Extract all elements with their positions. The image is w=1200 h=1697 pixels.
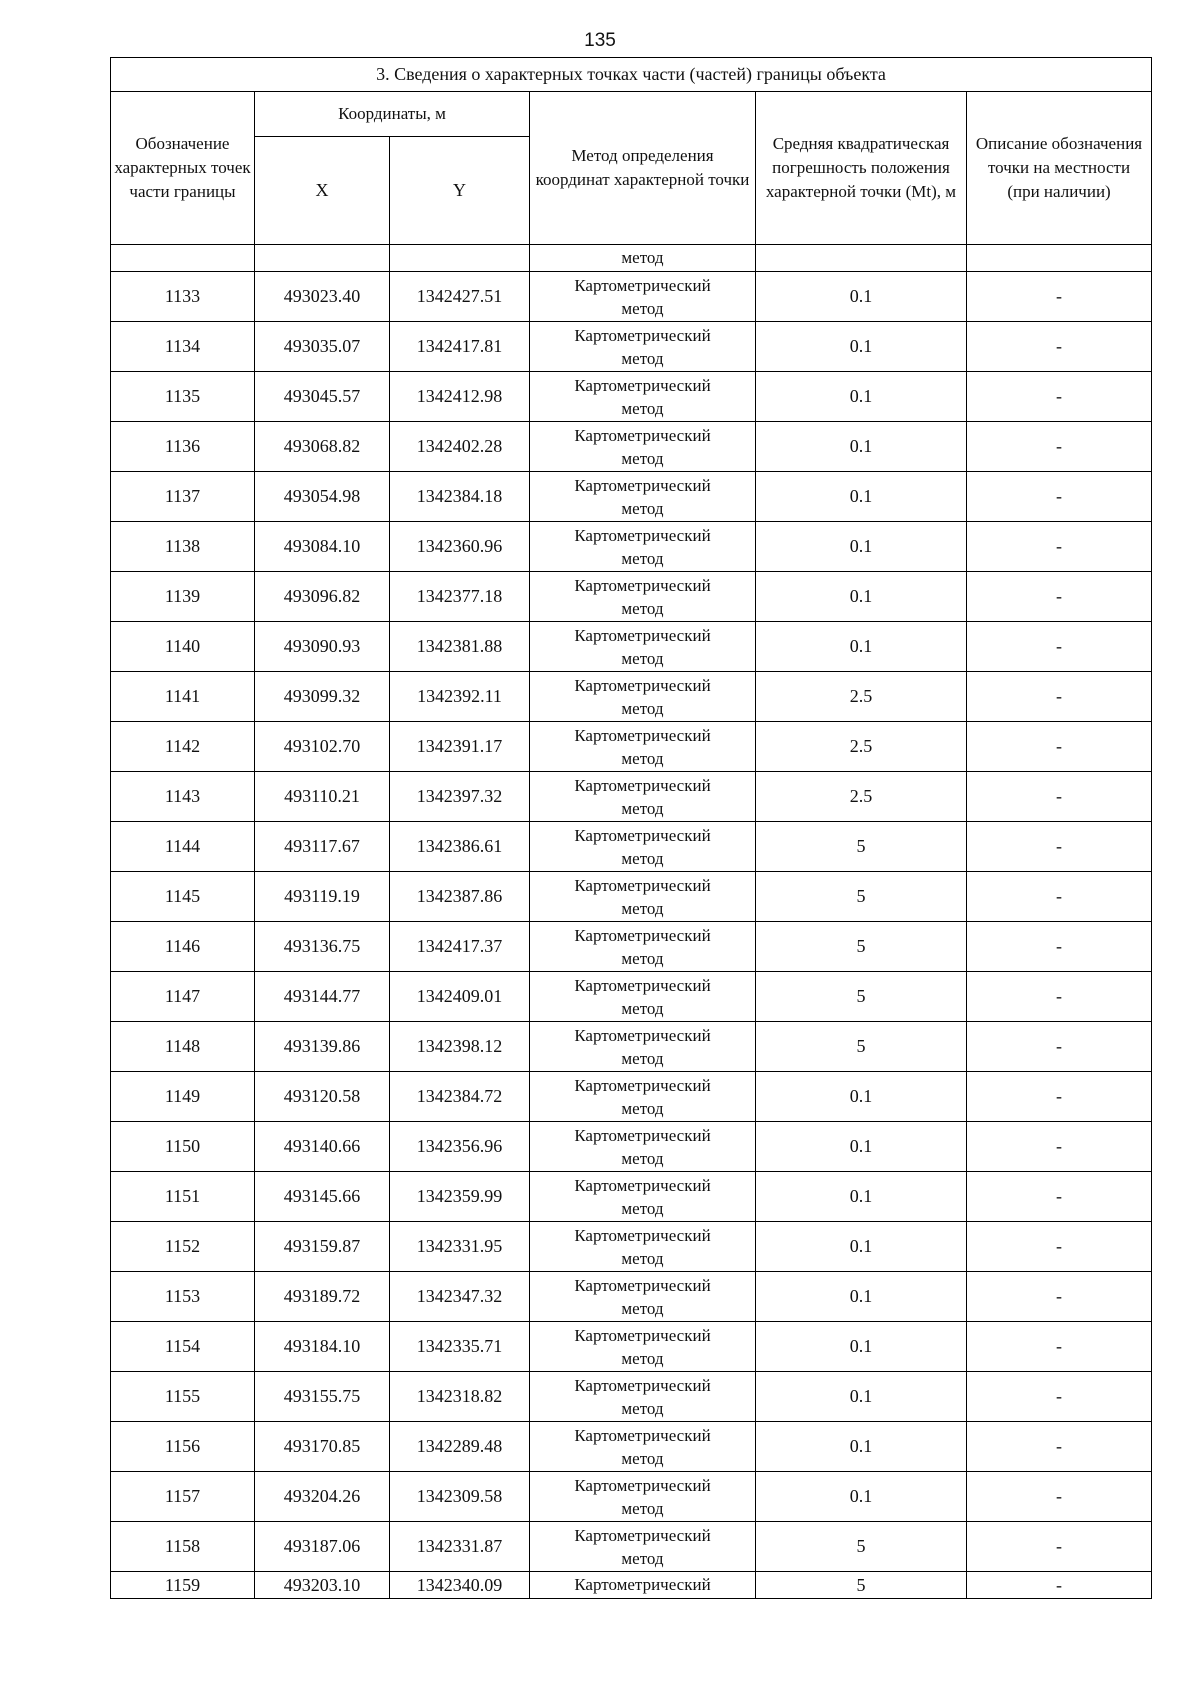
table-row — [111, 322, 1152, 372]
method-line-2: метод — [621, 1448, 664, 1468]
page-number: 135 — [584, 30, 616, 51]
method-line-2: метод — [621, 1298, 664, 1318]
error-cell: 0.1 — [756, 1122, 967, 1172]
method-line-2: метод — [621, 548, 664, 568]
method-cell — [530, 422, 756, 472]
header-x: X — [255, 137, 390, 245]
method-line-2: метод — [621, 398, 664, 418]
method-line-2: метод — [621, 598, 664, 618]
point-id-cell: 1136 — [111, 422, 255, 472]
description-cell: - — [967, 1222, 1152, 1272]
point-id-cell: 1146 — [111, 922, 255, 972]
point-id-cell: 1159 — [111, 1572, 255, 1599]
table-row — [111, 572, 1152, 622]
method-cell — [530, 472, 756, 522]
y-coordinate-cell: 1342377.18 — [390, 572, 530, 622]
point-id-cell: 1155 — [111, 1372, 255, 1422]
y-coordinate-cell: 1342417.81 — [390, 322, 530, 372]
y-coordinate-cell: 1342392.11 — [390, 672, 530, 722]
y-coordinate-cell: 1342340.09 — [390, 1572, 530, 1599]
method-line-2: метод — [621, 948, 664, 968]
description-cell: - — [967, 272, 1152, 322]
error-cell: 5 — [756, 1522, 967, 1572]
method-line-1: Картометрический — [574, 775, 711, 795]
error-cell: 0.1 — [756, 422, 967, 472]
method-cell — [530, 1222, 756, 1272]
method-cell — [530, 1022, 756, 1072]
method-line-1: Картометрический — [574, 325, 711, 345]
y-coordinate-cell: 1342360.96 — [390, 522, 530, 572]
description-cell: - — [967, 972, 1152, 1022]
table-row — [111, 1472, 1152, 1522]
continuation-cell — [255, 245, 390, 272]
table-row — [111, 1522, 1152, 1572]
point-id-cell: 1156 — [111, 1422, 255, 1472]
method-line-1: Картометрический — [574, 1025, 711, 1045]
method-line-1: Картометрический — [574, 475, 711, 495]
table-row — [111, 472, 1152, 522]
method-cell — [530, 622, 756, 672]
method-cell — [530, 1522, 756, 1572]
method-line-2: метод — [621, 498, 664, 518]
table-row — [111, 422, 1152, 472]
description-cell: - — [967, 572, 1152, 622]
table-row — [111, 972, 1152, 1022]
method-cell — [530, 972, 756, 1022]
y-coordinate-cell: 1342398.12 — [390, 1022, 530, 1072]
header-description: Описание обозначения точки на местности (при наличии) — [967, 92, 1152, 245]
method-line-1: Картометрический — [574, 1075, 711, 1095]
point-id-cell: 1151 — [111, 1172, 255, 1222]
method-cell — [530, 572, 756, 622]
error-cell: 5 — [756, 972, 967, 1022]
error-cell: 0.1 — [756, 1472, 967, 1522]
method-cell — [530, 872, 756, 922]
error-cell: 2.5 — [756, 772, 967, 822]
x-coordinate-cell: 493170.85 — [255, 1422, 390, 1472]
x-coordinate-cell: 493023.40 — [255, 272, 390, 322]
method-line-2: метод — [621, 348, 664, 368]
error-cell: 0.1 — [756, 1272, 967, 1322]
point-id-cell: 1150 — [111, 1122, 255, 1172]
point-id-cell: 1138 — [111, 522, 255, 572]
point-id-cell: 1153 — [111, 1272, 255, 1322]
error-cell: 5 — [756, 922, 967, 972]
point-id-cell: 1143 — [111, 772, 255, 822]
y-coordinate-cell: 1342309.58 — [390, 1472, 530, 1522]
description-cell: - — [967, 1372, 1152, 1422]
method-cell — [530, 1072, 756, 1122]
method-line-2: метод — [621, 1148, 664, 1168]
table-row — [111, 1072, 1152, 1122]
method-line-2: метод — [621, 748, 664, 768]
point-id-cell: 1141 — [111, 672, 255, 722]
x-coordinate-cell: 493099.32 — [255, 672, 390, 722]
continuation-row — [111, 245, 1152, 272]
method-cell — [530, 1122, 756, 1172]
method-line-2: метод — [621, 1248, 664, 1268]
method-line-2: метод — [621, 1198, 664, 1218]
method-line-1: Картометрический — [574, 1125, 711, 1145]
error-cell: 0.1 — [756, 1072, 967, 1122]
method-cell — [530, 372, 756, 422]
description-cell: - — [967, 1422, 1152, 1472]
table-row — [111, 1572, 1152, 1599]
continuation-cell — [390, 245, 530, 272]
method-line-2: метод — [621, 1098, 664, 1118]
description-cell: - — [967, 872, 1152, 922]
method-line-2: метод — [621, 798, 664, 818]
point-id-cell: 1154 — [111, 1322, 255, 1372]
point-id-cell: 1135 — [111, 372, 255, 422]
method-line-1: Картометрический — [574, 825, 711, 845]
method-cell — [530, 1472, 756, 1522]
method-line-2: метод — [621, 1398, 664, 1418]
table-row — [111, 1222, 1152, 1272]
point-id-cell: 1157 — [111, 1472, 255, 1522]
error-cell: 5 — [756, 1572, 967, 1599]
method-line-1: Картометрический — [574, 875, 711, 895]
method-line-2: метод — [621, 1048, 664, 1068]
table-body — [111, 245, 1152, 1599]
method-cell — [530, 1372, 756, 1422]
description-cell: - — [967, 922, 1152, 972]
table-row — [111, 522, 1152, 572]
description-cell: - — [967, 522, 1152, 572]
error-cell: 0.1 — [756, 572, 967, 622]
method-line-1: Картометрический — [574, 1475, 711, 1495]
table-row — [111, 822, 1152, 872]
error-cell: 0.1 — [756, 1422, 967, 1472]
x-coordinate-cell: 493204.26 — [255, 1472, 390, 1522]
table-title: 3. Сведения о характерных точках части (частей) границы объекта — [111, 58, 1152, 92]
header-point: Обозначение характерных точек части границы — [111, 92, 255, 245]
boundary-points-table — [110, 57, 1152, 1599]
header-method: Метод определения координат характерной точки — [530, 92, 756, 245]
x-coordinate-cell: 493140.66 — [255, 1122, 390, 1172]
point-id-cell: 1133 — [111, 272, 255, 322]
y-coordinate-cell: 1342347.32 — [390, 1272, 530, 1322]
y-coordinate-cell: 1342402.28 — [390, 422, 530, 472]
point-id-cell: 1148 — [111, 1022, 255, 1072]
method-line-1: Картометрический — [574, 575, 711, 595]
description-cell: - — [967, 322, 1152, 372]
y-coordinate-cell: 1342391.17 — [390, 722, 530, 772]
continuation-cell — [111, 245, 255, 272]
description-cell: - — [967, 772, 1152, 822]
point-id-cell: 1139 — [111, 572, 255, 622]
description-cell: - — [967, 1272, 1152, 1322]
point-id-cell: 1137 — [111, 472, 255, 522]
y-coordinate-cell: 1342318.82 — [390, 1372, 530, 1422]
method-line-1: Картометрический — [574, 1325, 711, 1345]
description-cell: - — [967, 372, 1152, 422]
description-cell: - — [967, 1572, 1152, 1599]
x-coordinate-cell: 493155.75 — [255, 1372, 390, 1422]
y-coordinate-cell: 1342427.51 — [390, 272, 530, 322]
description-cell: - — [967, 1522, 1152, 1572]
error-cell: 0.1 — [756, 322, 967, 372]
x-coordinate-cell: 493120.58 — [255, 1072, 390, 1122]
table-row — [111, 1022, 1152, 1072]
error-cell: 0.1 — [756, 372, 967, 422]
description-cell: - — [967, 1022, 1152, 1072]
header-coords: Координаты, м — [255, 92, 530, 137]
header-error: Средняя квадратическая погрешность положения характерной точки (Mt), м — [756, 92, 967, 245]
method-line-1: Картометрический — [574, 1175, 711, 1195]
x-coordinate-cell: 493187.06 — [255, 1522, 390, 1572]
method-line-1: Картометрический — [574, 675, 711, 695]
method-line-1: Картометрический — [574, 275, 711, 295]
error-cell: 0.1 — [756, 1222, 967, 1272]
method-cell — [530, 1172, 756, 1222]
method-line-2: метод — [621, 698, 664, 718]
error-cell: 5 — [756, 822, 967, 872]
error-cell: 0.1 — [756, 1172, 967, 1222]
table-row — [111, 772, 1152, 822]
y-coordinate-cell: 1342331.95 — [390, 1222, 530, 1272]
y-coordinate-cell: 1342386.61 — [390, 822, 530, 872]
x-coordinate-cell: 493136.75 — [255, 922, 390, 972]
method-cell — [530, 522, 756, 572]
x-coordinate-cell: 493054.98 — [255, 472, 390, 522]
method-line-2: метод — [621, 648, 664, 668]
table-row — [111, 1322, 1152, 1372]
method-line-1: Картометрический — [574, 625, 711, 645]
description-cell: - — [967, 1122, 1152, 1172]
error-cell: 2.5 — [756, 672, 967, 722]
table-row — [111, 272, 1152, 322]
y-coordinate-cell: 1342409.01 — [390, 972, 530, 1022]
x-coordinate-cell: 493184.10 — [255, 1322, 390, 1372]
method-cell — [530, 922, 756, 972]
method-line-1: Картометрический — [574, 425, 711, 445]
method-cell — [530, 272, 756, 322]
x-coordinate-cell: 493159.87 — [255, 1222, 390, 1272]
error-cell: 0.1 — [756, 1372, 967, 1422]
method-line-1: Картометрический — [574, 1275, 711, 1295]
table-row — [111, 872, 1152, 922]
table-row — [111, 922, 1152, 972]
x-coordinate-cell: 493035.07 — [255, 322, 390, 372]
method-cell — [530, 722, 756, 772]
method-line-1: Картометрический — [574, 1575, 711, 1594]
x-coordinate-cell: 493117.67 — [255, 822, 390, 872]
y-coordinate-cell: 1342417.37 — [390, 922, 530, 972]
method-line-1: Картометрический — [574, 975, 711, 995]
point-id-cell: 1145 — [111, 872, 255, 922]
point-id-cell: 1140 — [111, 622, 255, 672]
description-cell: - — [967, 1322, 1152, 1372]
y-coordinate-cell: 1342412.98 — [390, 372, 530, 422]
method-line-1: Картометрический — [574, 525, 711, 545]
method-line-2: метод — [621, 448, 664, 468]
description-cell: - — [967, 622, 1152, 672]
method-line-2: метод — [621, 1348, 664, 1368]
table-row — [111, 1272, 1152, 1322]
x-coordinate-cell: 493145.66 — [255, 1172, 390, 1222]
method-line-2: метод — [621, 298, 664, 318]
y-coordinate-cell: 1342387.86 — [390, 872, 530, 922]
y-coordinate-cell: 1342356.96 — [390, 1122, 530, 1172]
description-cell: - — [967, 1172, 1152, 1222]
method-line-1: Картометрический — [574, 1425, 711, 1445]
x-coordinate-cell: 493110.21 — [255, 772, 390, 822]
table-row — [111, 372, 1152, 422]
method-line-1: Картометрический — [574, 1525, 711, 1545]
error-cell: 5 — [756, 872, 967, 922]
x-coordinate-cell: 493139.86 — [255, 1022, 390, 1072]
x-coordinate-cell: 493203.10 — [255, 1572, 390, 1599]
description-cell: - — [967, 672, 1152, 722]
error-cell: 0.1 — [756, 1322, 967, 1372]
table-row — [111, 1122, 1152, 1172]
y-coordinate-cell: 1342359.99 — [390, 1172, 530, 1222]
method-cell — [530, 1272, 756, 1322]
method-line-1: Картометрический — [574, 1375, 711, 1395]
continuation-method: метод — [530, 245, 756, 272]
x-coordinate-cell: 493119.19 — [255, 872, 390, 922]
method-line-2: метод — [621, 1498, 664, 1518]
table-row — [111, 672, 1152, 722]
x-coordinate-cell: 493096.82 — [255, 572, 390, 622]
point-id-cell: 1134 — [111, 322, 255, 372]
table-row — [111, 1172, 1152, 1222]
x-coordinate-cell: 493084.10 — [255, 522, 390, 572]
point-id-cell: 1142 — [111, 722, 255, 772]
method-cell — [530, 1572, 756, 1599]
error-cell: 0.1 — [756, 472, 967, 522]
header-y: Y — [390, 137, 530, 245]
x-coordinate-cell: 493189.72 — [255, 1272, 390, 1322]
y-coordinate-cell: 1342384.18 — [390, 472, 530, 522]
y-coordinate-cell: 1342331.87 — [390, 1522, 530, 1572]
continuation-cell — [756, 245, 967, 272]
y-coordinate-cell: 1342381.88 — [390, 622, 530, 672]
error-cell: 0.1 — [756, 522, 967, 572]
x-coordinate-cell: 493045.57 — [255, 372, 390, 422]
error-cell: 2.5 — [756, 722, 967, 772]
method-cell — [530, 1322, 756, 1372]
point-id-cell: 1149 — [111, 1072, 255, 1122]
error-cell: 0.1 — [756, 622, 967, 672]
method-line-2: метод — [621, 848, 664, 868]
method-line-1: Картометрический — [574, 925, 711, 945]
method-cell — [530, 1422, 756, 1472]
description-cell: - — [967, 722, 1152, 772]
y-coordinate-cell: 1342289.48 — [390, 1422, 530, 1472]
description-cell: - — [967, 1072, 1152, 1122]
y-coordinate-cell: 1342335.71 — [390, 1322, 530, 1372]
method-line-1: Картометрический — [574, 375, 711, 395]
x-coordinate-cell: 493102.70 — [255, 722, 390, 772]
error-cell: 0.1 — [756, 272, 967, 322]
method-line-2: метод — [621, 1548, 664, 1568]
description-cell: - — [967, 472, 1152, 522]
method-line-1: Картометрический — [574, 1225, 711, 1245]
point-id-cell: 1144 — [111, 822, 255, 872]
method-line-1: Картометрический — [574, 725, 711, 745]
point-id-cell: 1158 — [111, 1522, 255, 1572]
description-cell: - — [967, 422, 1152, 472]
table-row — [111, 722, 1152, 772]
x-coordinate-cell: 493090.93 — [255, 622, 390, 672]
table-row — [111, 1422, 1152, 1472]
method-cell — [530, 672, 756, 722]
method-cell — [530, 822, 756, 872]
method-line-2: метод — [621, 898, 664, 918]
table-row — [111, 622, 1152, 672]
error-cell: 5 — [756, 1022, 967, 1072]
y-coordinate-cell: 1342384.72 — [390, 1072, 530, 1122]
y-coordinate-cell: 1342397.32 — [390, 772, 530, 822]
description-cell: - — [967, 1472, 1152, 1522]
continuation-cell — [967, 245, 1152, 272]
method-line-2: метод — [621, 998, 664, 1018]
point-id-cell: 1152 — [111, 1222, 255, 1272]
method-cell — [530, 322, 756, 372]
method-cell — [530, 772, 756, 822]
table-row — [111, 1372, 1152, 1422]
x-coordinate-cell: 493068.82 — [255, 422, 390, 472]
point-id-cell: 1147 — [111, 972, 255, 1022]
description-cell: - — [967, 822, 1152, 872]
x-coordinate-cell: 493144.77 — [255, 972, 390, 1022]
